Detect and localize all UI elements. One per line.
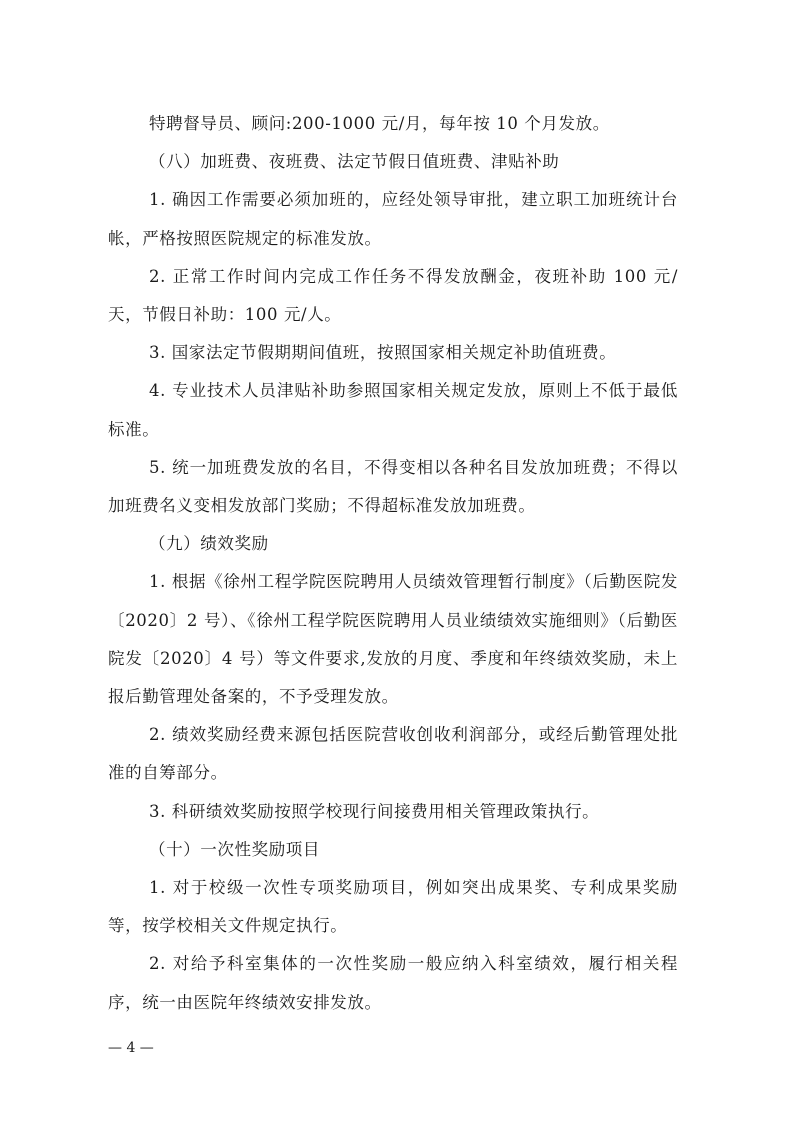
paragraph-one-time-award-1: 1. 对于校级一次性专项奖励项目，例如突出成果奖、专利成果奖励等，按学校相关文件规定执行。: [108, 878, 678, 936]
paragraph-consultant-fee: 特聘督导员、顾问:200-1000 元/月，每年按 10 个月发放。: [149, 114, 610, 133]
paragraph-performance-1: 1. 根据《徐州工程学院医院聘用人员绩效管理暂行制度》（后勤医院发〔2020〕2 号）、《徐州工程学院医院聘用人员业绩绩效实施细则》（后勤医院发〔2020〕4 号）等文件要求,发放的月度、季度和年终绩效奖励，未上报后勤管理处备案的，不予受理发放。: [108, 572, 678, 707]
paragraph-overtime-5: 5. 统一加班费发放的名目，不得变相以各种名目发放加班费；不得以加班费名义变相发放部门奖励；不得超标准发放加班费。: [108, 457, 678, 516]
paragraph-overtime-1: 1. 确因工作需要必须加班的，应经处领导审批，建立职工加班统计台帐，严格按照医院规定的标准发放。: [108, 190, 678, 248]
section-heading-overtime: （八）加班费、夜班费、法定节假日值班费、津贴补助: [149, 152, 560, 172]
section-heading-performance: （九）绩效奖励: [149, 534, 269, 554]
page-number: — 4 —: [108, 1040, 154, 1056]
paragraph-performance-3: 3. 科研绩效奖励按照学校现行间接费用相关管理政策执行。: [149, 801, 600, 821]
paragraph-one-time-award-2: 2. 对给予科室集体的一次性奖励一般应纳入科室绩效，履行相关程序，统一由医院年终绩效安排发放。: [108, 954, 678, 1012]
paragraph-overtime-2: 2. 正常工作时间内完成工作任务不得发放酬金，夜班补助 100 元/天，节假日补助：100 元/人。: [108, 266, 678, 325]
paragraph-overtime-3: 3. 国家法定节假期期间值班，按照国家相关规定补助值班费。: [149, 343, 617, 363]
section-heading-one-time-award: （十）一次性奖励项目: [149, 839, 320, 859]
paragraph-overtime-4: 4. 专业技术人员津贴补助参照国家相关规定发放，原则上不低于最低标准。: [108, 381, 678, 439]
document-body: [108, 105, 678, 1022]
paragraph-performance-2: 2. 绩效奖励经费来源包括医院营收创收利润部分，或经后勤管理处批准的自筹部分。: [108, 725, 678, 783]
